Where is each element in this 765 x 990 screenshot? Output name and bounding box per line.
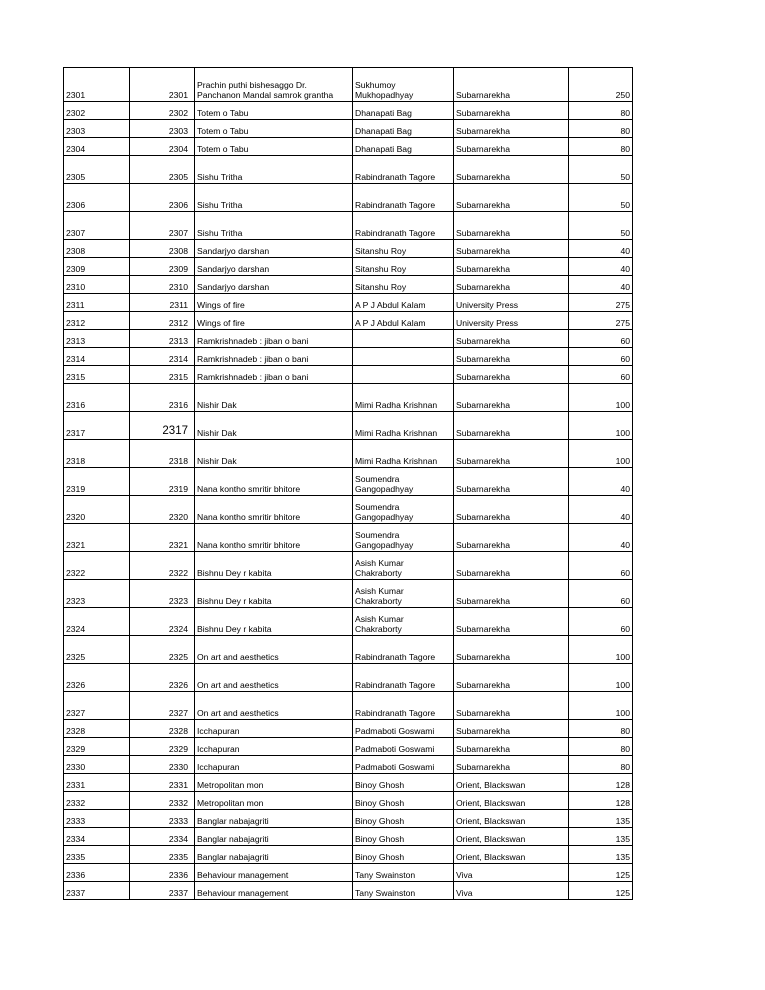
title-cell: Prachin puthi bishesaggo Dr. Panchanon Mandal samrok grantha [195,68,353,102]
publisher-cell: Subarnarekha [454,240,569,258]
price-cell: 135 [569,828,633,846]
serial-number-cell: 2312 [64,312,130,330]
table-row [64,774,633,792]
table-row [64,276,633,294]
table-row [64,440,633,468]
serial-number-cell: 2317 [64,412,130,440]
accession-number-cell: 2310 [130,276,195,294]
author-cell: Asish Kumar Chakraborty [353,608,454,636]
author-cell: Sukhumoy Mukhopadhyay [353,68,454,102]
table-row [64,692,633,720]
price-cell: 80 [569,138,633,156]
table-row [64,240,633,258]
title-cell: Ramkrishnadeb : jiban o bani [195,348,353,366]
serial-number-cell: 2337 [64,882,130,900]
publisher-cell: Subarnarekha [454,366,569,384]
title-cell: Totem o Tabu [195,138,353,156]
title-cell: Nishir Dak [195,412,353,440]
title-cell: Nishir Dak [195,440,353,468]
table-row [64,212,633,240]
title-cell: On art and aesthetics [195,664,353,692]
table-row [64,496,633,524]
accession-number-cell: 2308 [130,240,195,258]
serial-number-cell: 2320 [64,496,130,524]
table-row [64,608,633,636]
accession-number-cell: 2311 [130,294,195,312]
serial-number-cell: 2326 [64,664,130,692]
accession-number-cell: 2325 [130,636,195,664]
serial-number-cell: 2316 [64,384,130,412]
accession-number-cell: 2305 [130,156,195,184]
serial-number-cell: 2318 [64,440,130,468]
author-cell: Binoy Ghosh [353,810,454,828]
publisher-cell: Viva [454,864,569,882]
author-cell: A P J Abdul Kalam [353,294,454,312]
price-cell: 40 [569,496,633,524]
table-row [64,738,633,756]
title-cell: Bishnu Dey r kabita [195,580,353,608]
author-cell: Asish Kumar Chakraborty [353,552,454,580]
publisher-cell: Subarnarekha [454,580,569,608]
serial-number-cell: 2314 [64,348,130,366]
accession-number-cell: 2327 [130,692,195,720]
author-cell: Rabindranath Tagore [353,664,454,692]
serial-number-cell: 2319 [64,468,130,496]
price-cell: 60 [569,330,633,348]
publisher-cell: Subarnarekha [454,138,569,156]
table-row [64,664,633,692]
table-row [64,68,633,102]
serial-number-cell: 2309 [64,258,130,276]
author-cell: Mimi Radha Krishnan [353,384,454,412]
price-cell: 40 [569,258,633,276]
author-cell: Padmaboti Goswami [353,756,454,774]
author-cell [353,330,454,348]
publisher-cell: Subarnarekha [454,636,569,664]
serial-number-cell: 2332 [64,792,130,810]
price-cell: 100 [569,636,633,664]
accession-number-cell: 2317 [130,412,195,440]
price-cell: 100 [569,412,633,440]
accession-number-cell: 2336 [130,864,195,882]
accession-number-cell: 2316 [130,384,195,412]
serial-number-cell: 2311 [64,294,130,312]
author-cell: Mimi Radha Krishnan [353,412,454,440]
serial-number-cell: 2322 [64,552,130,580]
serial-number-cell: 2334 [64,828,130,846]
price-cell: 60 [569,580,633,608]
accession-number-cell: 2314 [130,348,195,366]
publisher-cell: University Press [454,312,569,330]
serial-number-cell: 2307 [64,212,130,240]
title-cell: Nana kontho smritir bhitore [195,468,353,496]
title-cell: Icchapuran [195,738,353,756]
publisher-cell: Subarnarekha [454,496,569,524]
publisher-cell: Subarnarekha [454,384,569,412]
accession-number-cell: 2321 [130,524,195,552]
table-row [64,524,633,552]
publisher-cell: Subarnarekha [454,348,569,366]
publisher-cell: Subarnarekha [454,276,569,294]
accession-number-cell: 2333 [130,810,195,828]
serial-number-cell: 2327 [64,692,130,720]
table-row [64,366,633,384]
serial-number-cell: 2306 [64,184,130,212]
price-cell: 80 [569,720,633,738]
table-row [64,384,633,412]
price-cell: 128 [569,774,633,792]
author-cell: Rabindranath Tagore [353,636,454,664]
table-row [64,468,633,496]
price-cell: 125 [569,864,633,882]
author-cell: Sitanshu Roy [353,258,454,276]
author-cell: Sitanshu Roy [353,276,454,294]
serial-number-cell: 2328 [64,720,130,738]
table-row [64,580,633,608]
author-cell: Rabindranath Tagore [353,212,454,240]
publisher-cell: Subarnarekha [454,412,569,440]
author-cell: A P J Abdul Kalam [353,312,454,330]
price-cell: 100 [569,664,633,692]
accession-number-cell: 2319 [130,468,195,496]
serial-number-cell: 2329 [64,738,130,756]
table-row [64,412,633,440]
table-row [64,810,633,828]
title-cell: Totem o Tabu [195,102,353,120]
serial-number-cell: 2308 [64,240,130,258]
catalog-body [64,68,633,900]
title-cell: Nishir Dak [195,384,353,412]
publisher-cell: Subarnarekha [454,692,569,720]
table-row [64,156,633,184]
title-cell: Banglar nabajagriti [195,828,353,846]
price-cell: 100 [569,440,633,468]
title-cell: Sishu Tritha [195,212,353,240]
publisher-cell: Orient, Blackswan [454,810,569,828]
author-cell: Padmaboti Goswami [353,738,454,756]
publisher-cell: Subarnarekha [454,102,569,120]
accession-number-cell: 2312 [130,312,195,330]
price-cell: 50 [569,212,633,240]
table-row [64,846,633,864]
author-cell [353,366,454,384]
serial-number-cell: 2315 [64,366,130,384]
serial-number-cell: 2304 [64,138,130,156]
accession-number-cell: 2307 [130,212,195,240]
title-cell: Banglar nabajagriti [195,810,353,828]
serial-number-cell: 2330 [64,756,130,774]
author-cell: Sitanshu Roy [353,240,454,258]
author-cell: Soumendra Gangopadhyay [353,524,454,552]
serial-number-cell: 2303 [64,120,130,138]
publisher-cell: University Press [454,294,569,312]
table-row [64,184,633,212]
publisher-cell: Subarnarekha [454,738,569,756]
price-cell: 60 [569,552,633,580]
title-cell: Metropolitan mon [195,792,353,810]
author-cell: Soumendra Gangopadhyay [353,496,454,524]
serial-number-cell: 2321 [64,524,130,552]
table-row [64,756,633,774]
table-row [64,864,633,882]
author-cell: Binoy Ghosh [353,774,454,792]
price-cell: 40 [569,276,633,294]
book-catalog-table [63,67,633,900]
accession-number-cell: 2326 [130,664,195,692]
table-row [64,552,633,580]
publisher-cell: Subarnarekha [454,524,569,552]
table-row [64,138,633,156]
price-cell: 128 [569,792,633,810]
author-cell: Dhanapati Bag [353,102,454,120]
price-cell: 40 [569,468,633,496]
title-cell: Nana kontho smritir bhitore [195,496,353,524]
serial-number-cell: 2335 [64,846,130,864]
title-cell: Sandarjyo darshan [195,276,353,294]
table-row [64,294,633,312]
publisher-cell: Subarnarekha [454,608,569,636]
serial-number-cell: 2313 [64,330,130,348]
table-row [64,792,633,810]
accession-number-cell: 2329 [130,738,195,756]
title-cell: Sandarjyo darshan [195,258,353,276]
serial-number-cell: 2323 [64,580,130,608]
author-cell [353,348,454,366]
accession-number-cell: 2303 [130,120,195,138]
publisher-cell: Viva [454,882,569,900]
accession-number-cell: 2304 [130,138,195,156]
table-row [64,348,633,366]
title-cell: Metropolitan mon [195,774,353,792]
publisher-cell: Subarnarekha [454,68,569,102]
accession-number-cell: 2328 [130,720,195,738]
publisher-cell: Subarnarekha [454,664,569,692]
price-cell: 100 [569,384,633,412]
author-cell: Padmaboti Goswami [353,720,454,738]
price-cell: 60 [569,608,633,636]
publisher-cell: Subarnarekha [454,720,569,738]
serial-number-cell: 2325 [64,636,130,664]
accession-number-cell: 2302 [130,102,195,120]
title-cell: Sishu Tritha [195,184,353,212]
author-cell: Binoy Ghosh [353,828,454,846]
title-cell: Sishu Tritha [195,156,353,184]
price-cell: 60 [569,348,633,366]
title-cell: Nana kontho smritir bhitore [195,524,353,552]
publisher-cell: Orient, Blackswan [454,774,569,792]
title-cell: On art and aesthetics [195,692,353,720]
publisher-cell: Subarnarekha [454,258,569,276]
table-row [64,330,633,348]
title-cell: Icchapuran [195,720,353,738]
accession-number-cell: 2315 [130,366,195,384]
author-cell: Tany Swainston [353,882,454,900]
title-cell: Ramkrishnadeb : jiban o bani [195,330,353,348]
title-cell: Sandarjyo darshan [195,240,353,258]
serial-number-cell: 2336 [64,864,130,882]
price-cell: 60 [569,366,633,384]
publisher-cell: Subarnarekha [454,212,569,240]
table-row [64,312,633,330]
accession-number-cell: 2318 [130,440,195,468]
publisher-cell: Subarnarekha [454,120,569,138]
price-cell: 80 [569,738,633,756]
title-cell: Totem o Tabu [195,120,353,138]
serial-number-cell: 2333 [64,810,130,828]
price-cell: 250 [569,68,633,102]
author-cell: Mimi Radha Krishnan [353,440,454,468]
title-cell: On art and aesthetics [195,636,353,664]
accession-number-cell: 2301 [130,68,195,102]
author-cell: Soumendra Gangopadhyay [353,468,454,496]
table-row [64,636,633,664]
author-cell: Asish Kumar Chakraborty [353,580,454,608]
publisher-cell: Subarnarekha [454,440,569,468]
price-cell: 135 [569,846,633,864]
author-cell: Rabindranath Tagore [353,156,454,184]
author-cell: Rabindranath Tagore [353,692,454,720]
accession-number-cell: 2306 [130,184,195,212]
title-cell: Ramkrishnadeb : jiban o bani [195,366,353,384]
accession-number-cell: 2313 [130,330,195,348]
price-cell: 80 [569,120,633,138]
price-cell: 275 [569,312,633,330]
author-cell: Dhanapati Bag [353,138,454,156]
accession-number-cell: 2320 [130,496,195,524]
serial-number-cell: 2305 [64,156,130,184]
accession-number-cell: 2309 [130,258,195,276]
title-cell: Behaviour management [195,864,353,882]
publisher-cell: Orient, Blackswan [454,792,569,810]
accession-number-cell: 2337 [130,882,195,900]
price-cell: 40 [569,240,633,258]
accession-number-cell: 2324 [130,608,195,636]
accession-number-cell: 2335 [130,846,195,864]
price-cell: 50 [569,184,633,212]
author-cell: Binoy Ghosh [353,846,454,864]
author-cell: Binoy Ghosh [353,792,454,810]
table-row [64,720,633,738]
accession-number-cell: 2323 [130,580,195,608]
publisher-cell: Orient, Blackswan [454,846,569,864]
serial-number-cell: 2302 [64,102,130,120]
accession-number-cell: 2330 [130,756,195,774]
accession-number-cell: 2322 [130,552,195,580]
accession-number-cell: 2331 [130,774,195,792]
table-row [64,258,633,276]
author-cell: Rabindranath Tagore [353,184,454,212]
publisher-cell: Subarnarekha [454,552,569,580]
price-cell: 80 [569,756,633,774]
price-cell: 100 [569,692,633,720]
author-cell: Tany Swainston [353,864,454,882]
author-cell: Dhanapati Bag [353,120,454,138]
price-cell: 50 [569,156,633,184]
accession-number-cell: 2332 [130,792,195,810]
price-cell: 135 [569,810,633,828]
table-row [64,828,633,846]
table-row [64,882,633,900]
serial-number-cell: 2324 [64,608,130,636]
title-cell: Bishnu Dey r kabita [195,608,353,636]
publisher-cell: Subarnarekha [454,330,569,348]
price-cell: 275 [569,294,633,312]
table-row [64,120,633,138]
serial-number-cell: 2310 [64,276,130,294]
title-cell: Wings of fire [195,294,353,312]
title-cell: Wings of fire [195,312,353,330]
serial-number-cell: 2331 [64,774,130,792]
accession-number-cell: 2334 [130,828,195,846]
publisher-cell: Orient, Blackswan [454,828,569,846]
publisher-cell: Subarnarekha [454,184,569,212]
title-cell: Bishnu Dey r kabita [195,552,353,580]
publisher-cell: Subarnarekha [454,756,569,774]
price-cell: 125 [569,882,633,900]
publisher-cell: Subarnarekha [454,156,569,184]
publisher-cell: Subarnarekha [454,468,569,496]
price-cell: 80 [569,102,633,120]
price-cell: 40 [569,524,633,552]
title-cell: Behaviour management [195,882,353,900]
title-cell: Banglar nabajagriti [195,846,353,864]
table-row [64,102,633,120]
serial-number-cell: 2301 [64,68,130,102]
title-cell: Icchapuran [195,756,353,774]
